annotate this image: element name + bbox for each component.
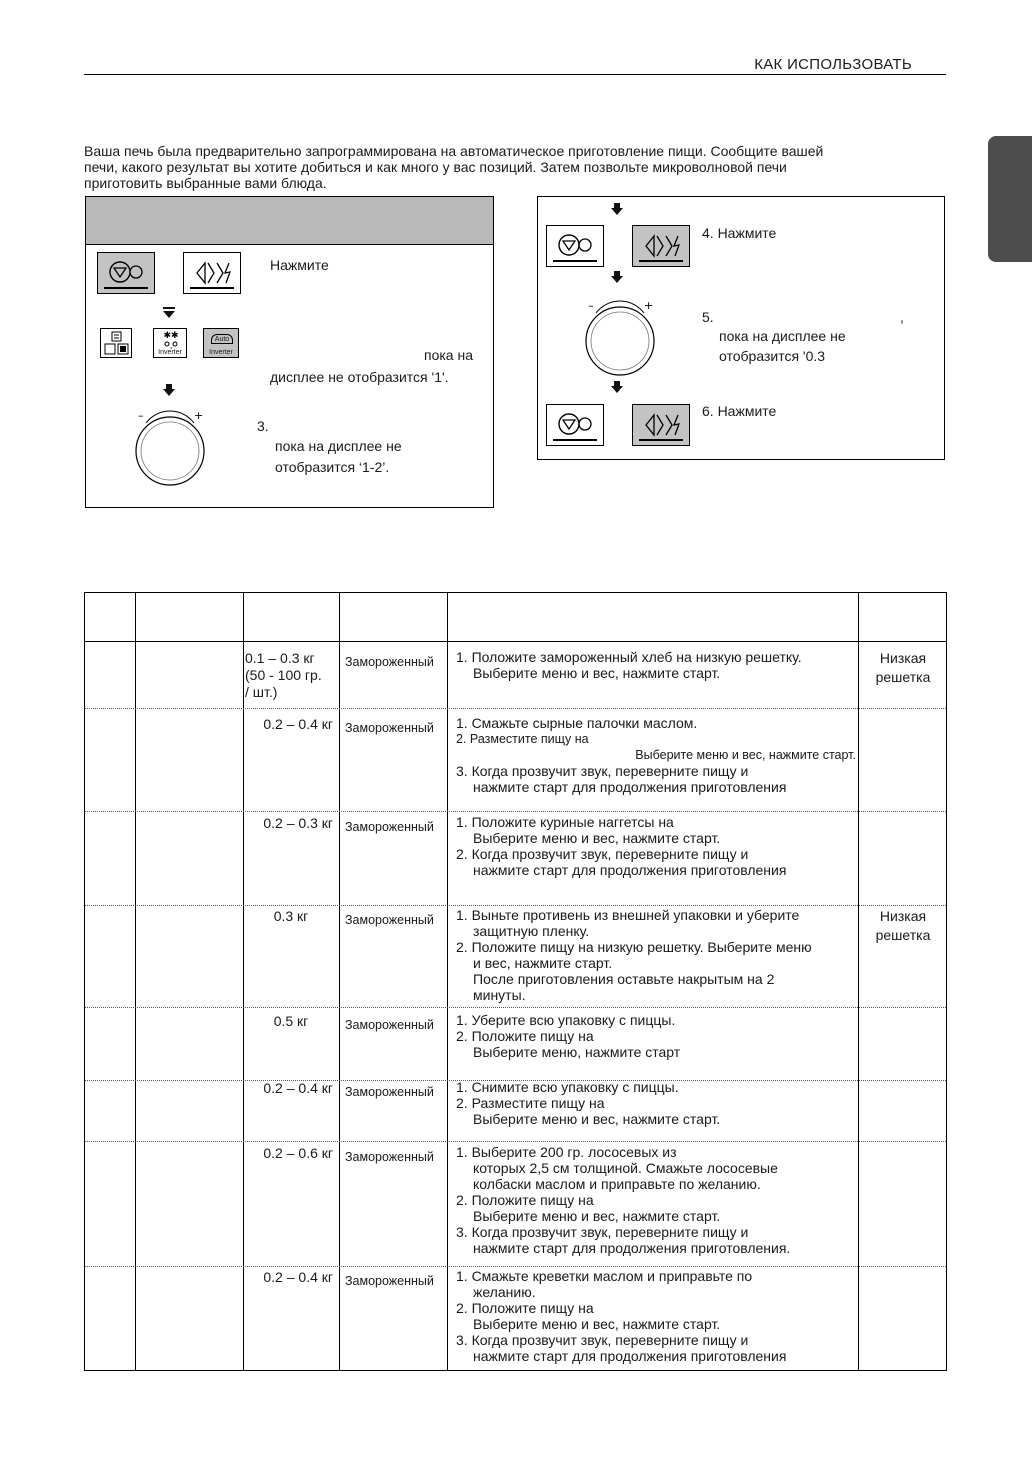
instruction-line: Выберите меню и вес, нажмите старт. bbox=[473, 1208, 721, 1224]
instruction-line: 1. Смажьте сырные палочки маслом. bbox=[456, 715, 698, 731]
stop-clear-button[interactable] bbox=[546, 404, 604, 446]
instruction-line: 3. Когда прозвучит звук, переверните пищу и bbox=[456, 1224, 749, 1240]
instruction-line: и вес, нажмите старт. bbox=[473, 955, 613, 971]
instruction-line: нажмите старт для продолжения приготовления bbox=[473, 862, 787, 878]
weight-cell bbox=[245, 650, 339, 701]
minus-icon: – bbox=[588, 299, 594, 312]
plus-icon: + bbox=[194, 409, 204, 422]
instruction-box-header bbox=[86, 197, 493, 245]
inverter-defrost-button[interactable] bbox=[153, 328, 187, 358]
minus-icon: – bbox=[138, 409, 144, 422]
svg-text:ٖ ٖ: ٖ ٖ bbox=[168, 340, 174, 349]
auto-inverter-button[interactable] bbox=[203, 328, 239, 358]
instruction-line: защитную пленку. bbox=[473, 923, 590, 939]
instruction-line: 2. Положите пищу на низкую решетку. Выберите меню bbox=[456, 939, 812, 955]
down-arrow-icon bbox=[163, 389, 175, 396]
instruction-line: 2. Когда прозвучит звук, переверните пищу и bbox=[456, 846, 749, 862]
rack-line: Низкая bbox=[879, 908, 927, 924]
weight-cell bbox=[245, 815, 333, 832]
weight-line: 0.2 – 0.4 кг bbox=[263, 716, 333, 732]
intro-line: Ваша печь была предварительно запрограммирована на автоматическое приготовление пищи. Сообщите вашей bbox=[84, 143, 824, 159]
instruction-line: 1. Уберите всю упаковку с пиццы. bbox=[456, 1012, 676, 1028]
step6-text: 6. Нажмите bbox=[702, 403, 777, 419]
svg-text:✱✱: ✱✱ bbox=[163, 331, 179, 341]
stop-clear-button[interactable] bbox=[97, 252, 155, 294]
row-separator bbox=[85, 1141, 946, 1142]
step5-number: 5. bbox=[702, 309, 714, 325]
instructions-cell bbox=[456, 814, 856, 878]
row-separator bbox=[85, 1266, 946, 1267]
instruction-line: 1. Выберите 200 гр. лососевых из bbox=[456, 1144, 677, 1160]
weight-line: (50 - 100 гр. bbox=[245, 667, 322, 683]
instruction-line: желанию. bbox=[473, 1284, 536, 1300]
row-separator bbox=[85, 708, 946, 709]
menu-grid-icon bbox=[101, 329, 133, 359]
step1-text: Нажмите bbox=[270, 257, 329, 273]
state-cell: Замороженный bbox=[345, 1085, 434, 1099]
state-cell: Замороженный bbox=[345, 1018, 434, 1032]
weight-cell bbox=[245, 908, 337, 925]
instructions-cell bbox=[456, 649, 856, 681]
state-cell: Замороженный bbox=[345, 820, 434, 834]
row-separator bbox=[85, 905, 946, 906]
instruction-line: нажмите старт для продолжения приготовления. bbox=[473, 1240, 791, 1256]
instruction-line: нажмите старт для продолжения приготовления bbox=[473, 779, 787, 795]
side-tab-marker bbox=[988, 136, 1032, 262]
instruction-line: 2. Положите пищу на bbox=[456, 1300, 594, 1316]
start-button[interactable] bbox=[632, 225, 690, 267]
intro-line: приготовить выбранные вами блюда. bbox=[84, 175, 327, 191]
instructions-cell bbox=[456, 1268, 856, 1364]
step5-text-line2: отобразится '0.3 bbox=[719, 348, 826, 364]
instruction-line: После приготовления оставьте накрытым на 2 bbox=[473, 971, 775, 987]
step4-text: 4. Нажмите bbox=[702, 225, 777, 241]
instructions-cell bbox=[456, 1012, 856, 1060]
stop-clear-button[interactable] bbox=[546, 225, 604, 267]
instruction-line: Выберите меню и вес, нажмите старт. bbox=[473, 1111, 721, 1127]
instruction-line: колбаски маслом и приправьте по желанию. bbox=[473, 1176, 761, 1192]
weight-line: 0.1 – 0.3 кг bbox=[245, 650, 315, 666]
instruction-line: Выберите меню, нажмите старт bbox=[473, 1044, 681, 1060]
defrost-menu-button[interactable] bbox=[100, 328, 132, 358]
rack-cell bbox=[859, 649, 947, 687]
weight-line: / шт.) bbox=[245, 684, 278, 700]
rack-cell bbox=[859, 907, 947, 945]
state-cell: Замороженный bbox=[345, 655, 434, 669]
header-rule bbox=[84, 74, 946, 75]
snowflake-drops-icon bbox=[154, 329, 188, 349]
row-separator bbox=[85, 811, 946, 812]
instruction-line: 2. Разместите пищу на bbox=[456, 1095, 605, 1111]
instruction-line: 1. Смажьте креветки маслом и приправьте по bbox=[456, 1268, 753, 1284]
weight-line: 0.2 – 0.4 кг bbox=[263, 1080, 333, 1096]
weight-cell bbox=[245, 1080, 333, 1097]
inverter-label: Inverter bbox=[158, 349, 182, 356]
instruction-line: Выберите меню и вес, нажмите старт. bbox=[635, 748, 856, 762]
instruction-line: 1. Положите замороженный хлеб на низкую решетку. bbox=[456, 649, 802, 665]
auto-cook-table bbox=[84, 592, 947, 1371]
step3-text-line1: пока на дисплее не bbox=[275, 438, 402, 454]
step3-number: 3. bbox=[257, 418, 269, 434]
weight-line: 0.5 кг bbox=[273, 1013, 309, 1029]
instruction-line: 2. Положите пищу на bbox=[456, 1028, 594, 1044]
auto-inverter-label: Inverter bbox=[209, 349, 233, 356]
instructions-cell bbox=[456, 715, 856, 795]
intro-paragraph bbox=[84, 143, 954, 191]
down-arrow-icon bbox=[611, 276, 623, 283]
weight-line: 0.2 – 0.6 кг bbox=[263, 1145, 333, 1161]
start-button[interactable] bbox=[632, 404, 690, 446]
instructions-cell bbox=[456, 1079, 856, 1127]
weight-line: 0.3 кг bbox=[273, 908, 309, 924]
dial-knob[interactable] bbox=[130, 403, 210, 489]
instruction-line: 3. Когда прозвучит звук, переверните пищу и bbox=[456, 1332, 749, 1348]
down-arrow-icon bbox=[611, 386, 623, 393]
weight-cell bbox=[245, 1145, 333, 1162]
instruction-line: минуты. bbox=[473, 987, 526, 1003]
state-cell: Замороженный bbox=[345, 1274, 434, 1288]
auto-label: Auto bbox=[211, 334, 233, 344]
weight-line: 0.2 – 0.4 кг bbox=[263, 1269, 333, 1285]
section-title: КАК ИСПОЛЬЗОВАТЬ bbox=[754, 56, 912, 73]
instruction-line: Выберите меню и вес, нажмите старт. bbox=[473, 830, 721, 846]
intro-line: печи, какого результат вы хотите добиться и как много у вас позиций. Затем позвольте микроволновой печи bbox=[84, 159, 787, 175]
step2-text-line2: дисплее не отобразится '1'. bbox=[270, 369, 449, 385]
double-arrow-icon bbox=[162, 307, 176, 319]
rack-line: решетка bbox=[875, 669, 931, 685]
instruction-box-left bbox=[85, 196, 494, 508]
step5-text-line1: пока на дисплее не bbox=[719, 328, 846, 344]
step2-text-line1: пока на bbox=[424, 347, 473, 363]
instruction-line: 2. Разместите пищу на bbox=[456, 732, 589, 746]
step3-text-line2: отобразится ‘1-2’. bbox=[275, 459, 390, 475]
instruction-line: 1. Снимите всю упаковку с пиццы. bbox=[456, 1079, 679, 1095]
instruction-line: 1. Положите куриные наггетсы на bbox=[456, 814, 674, 830]
state-cell: Замороженный bbox=[345, 1150, 434, 1164]
rack-line: решетка bbox=[875, 927, 931, 943]
instructions-cell bbox=[456, 907, 856, 1003]
weight-cell bbox=[245, 716, 333, 733]
weight-line: 0.2 – 0.3 кг bbox=[263, 815, 333, 831]
instruction-line: Выберите меню и вес, нажмите старт. bbox=[473, 1316, 721, 1332]
instruction-line: которых 2,5 см толщиной. Смажьте лососевые bbox=[473, 1160, 778, 1176]
step5-comma: , bbox=[900, 309, 904, 325]
instruction-box-right bbox=[537, 196, 945, 460]
weight-cell bbox=[245, 1269, 333, 1286]
instructions-cell bbox=[456, 1144, 856, 1256]
row-separator bbox=[85, 1007, 946, 1008]
plus-icon: + bbox=[644, 299, 654, 312]
dial-knob[interactable] bbox=[580, 293, 660, 379]
instruction-line: 2. Положите пищу на bbox=[456, 1192, 594, 1208]
state-cell: Замороженный bbox=[345, 913, 434, 927]
instruction-line: 3. Когда прозвучит звук, переверните пищу и bbox=[456, 763, 749, 779]
instruction-line: Выберите меню и вес, нажмите старт. bbox=[473, 665, 721, 681]
weight-cell bbox=[245, 1013, 337, 1030]
start-button[interactable] bbox=[183, 252, 241, 294]
down-arrow-icon bbox=[611, 208, 623, 215]
rack-line: Низкая bbox=[879, 650, 927, 666]
instruction-line: 1. Выньте противень из внешней упаковки и уберите bbox=[456, 907, 800, 923]
instruction-line: нажмите старт для продолжения приготовления bbox=[473, 1348, 787, 1364]
state-cell: Замороженный bbox=[345, 721, 434, 735]
